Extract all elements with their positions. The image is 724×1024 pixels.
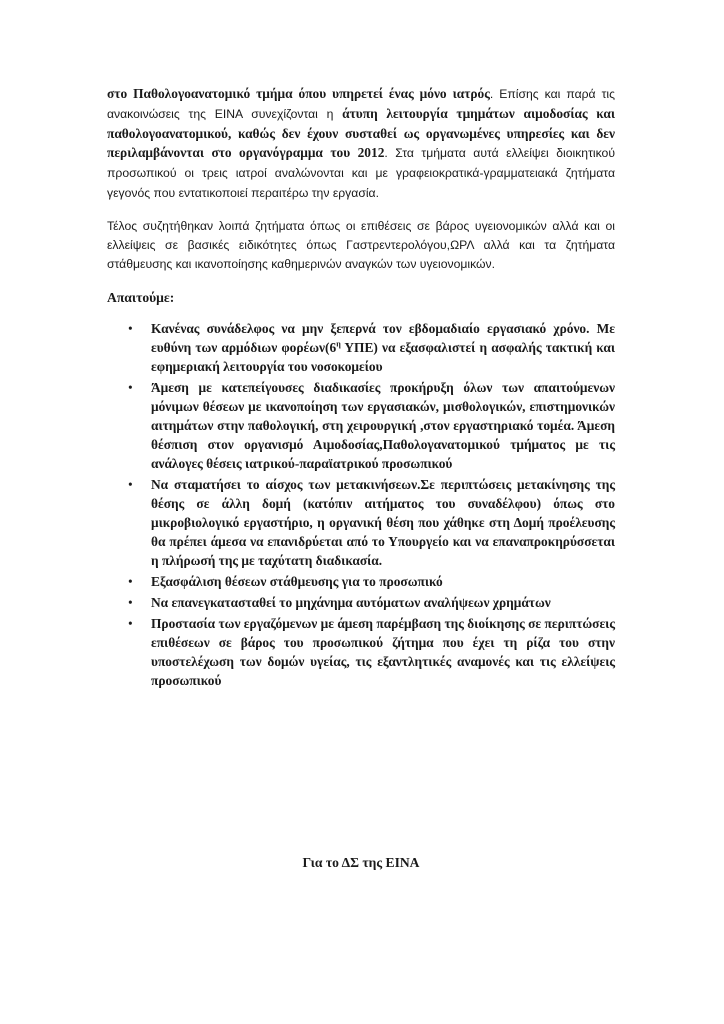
bullet-icon: • xyxy=(128,321,133,336)
paragraph-other-issues: Τέλος συζητήθηκαν λοιπά ζητήματα όπως οι επιθέσεις σε βάρος υγειονομικών αλλά και οι ελλείψεις σε βασικές ειδικότητες όπως Γαστρεντερολόγου,ΩΡΛ αλλά και τα ζητήματα στάθμευσης και ικανοποίησης καθημερινών αναγκών των υγειονομικών. xyxy=(107,219,615,271)
demand-item-working-hours xyxy=(107,319,615,376)
text-bold-informal-operation: άτυπη λειτουργία τμημάτων αιμοδοσίας και παθολογοανατομικού, καθώς δεν έχουν συσταθεί ως οργανωμένες υπηρεσίες και δεν περιλαμβάνονται στο οργανόγραμμα του 2012 xyxy=(107,106,615,160)
demand-item-parking xyxy=(107,572,615,591)
demand-text: Προστασία των εργαζόμενων με άμεση παρέμβαση της διοίκησης σε περιπτώσεις επιθέσεων σε βάρος του προσωπικού ζήτημα που έχει τη ρίζα του στην υποστελέχωση των δομών υγείας, τις εξαντλητικές αναμονές και τις ελλείψεις προσωπικού xyxy=(151,616,615,688)
demand-item-permanent-positions xyxy=(107,378,615,473)
text-bold-pathology-staff: στο Παθολογοανατομικό τμήμα όπου υπηρετεί ένας μόνο ιατρός xyxy=(107,86,490,101)
demand-item-atm xyxy=(107,593,615,612)
demand-text-cont: ΥΠΕ) να εξασφαλιστεί η ασφαλής τακτική και εφημεριακή λειτουργία του νοσοκομείου xyxy=(151,340,615,374)
bullet-icon: • xyxy=(128,477,133,492)
signature-line: Για το ΔΣ της ΕΙΝΑ xyxy=(302,854,420,870)
demand-item-transfers xyxy=(107,475,615,570)
text-bureaucracy: . Στα τμήματα αυτά ελλείψει διοικητικού προσωπικού οι τρεις ιατροί αναλώνονται και με γραφειοκρατικά-γραμματειακά ζητήματα γεγονός που εντατικοποιεί περαιτέρω την εργασία. xyxy=(107,146,615,200)
demand-text: Εξασφάλιση θέσεων στάθμευσης για το προσωπικό xyxy=(151,574,443,589)
demands-list xyxy=(107,319,615,690)
bullet-icon: • xyxy=(128,380,133,395)
demand-text: Να επανεγκατασταθεί το μηχάνημα αυτόματων αναλήψεων χρημάτων xyxy=(151,595,551,610)
demand-text: Κανένας συνάδελφος να μην ξεπερνά τον εβδομαδιαίο εργασιακό χρόνο. Με ευθύνη των αρμόδιων φορέων(6 xyxy=(151,321,615,355)
demands-heading: Απαιτούμε: xyxy=(107,290,175,305)
bullet-icon: • xyxy=(128,616,133,631)
bullet-icon: • xyxy=(128,595,133,610)
paragraph-pathology xyxy=(107,84,615,203)
demand-item-staff-protection xyxy=(107,614,615,690)
bullet-icon: • xyxy=(128,574,133,589)
demand-text: Να σταματήσει το αίσχος των μετακινήσεων.Σε περιπτώσεις μετακίνησης της θέσης σε άλλη δομή (κατόπιν αιτήματος του συναδέλφου) όπως στο μικροβιολογικό εργαστήριο, η οργανική θέση που χάθηκε στη Δομή προέλευσης θα πρέπει άμεσα να επανιδρύεται από το Υπουργείο και να επαναπροκηρύσσεται η πλήρωσή της με ταχύτατη διαδικασία. xyxy=(151,477,615,568)
text-also: . Επίσης και παρά τις ανακοινώσεις της ΕΙΝΑ συνεχίζονται η xyxy=(107,87,615,121)
document-page xyxy=(107,84,615,870)
demand-superscript: η xyxy=(336,339,341,349)
demand-text: Άμεση με κατεπείγουσες διαδικασίες προκήρυξη όλων των απαιτούμενων μόνιμων θέσεων με ικανοποίηση των εργασιακών, μισθολογικών, επιστημονικών αιτημάτων στην παθολογική, στη χειρουργική ,στον εργαστηριακό τομέα. Άμεση θέσπιση στον οργανισμό Αιμοδοσίας,Παθολογανατομικού τμήματος με τις ανάλογες θέσεις ιατρικού-παραϊατρικού προσωπικού xyxy=(151,380,615,471)
